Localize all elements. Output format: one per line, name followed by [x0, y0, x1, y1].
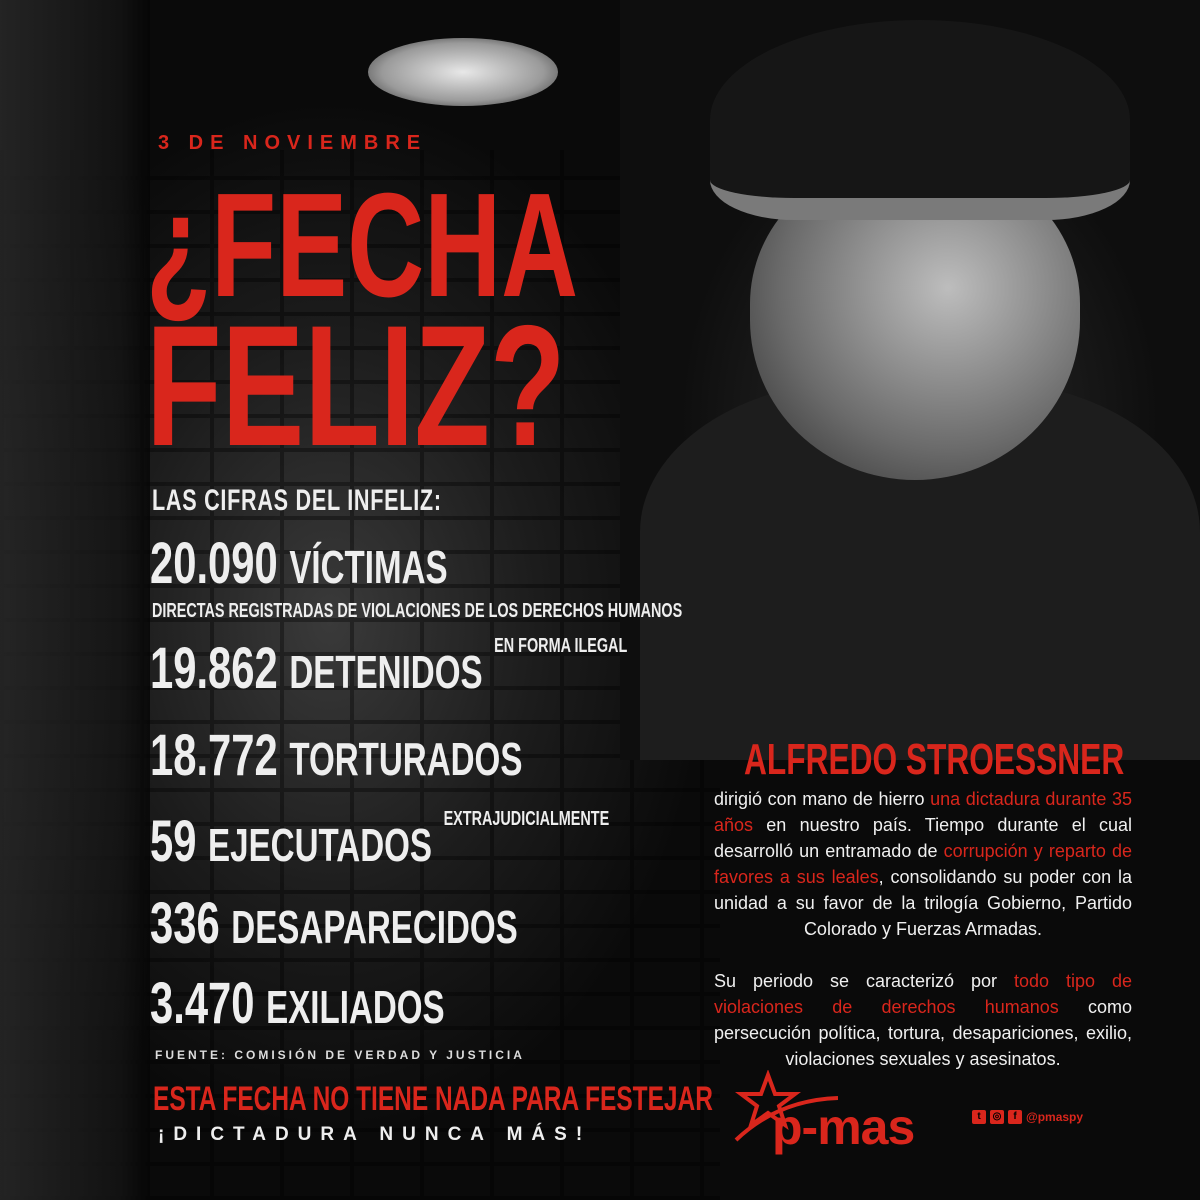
- subtitle: LAS CIFRAS DEL INFELIZ:: [152, 484, 442, 517]
- social-handle[interactable]: @pmaspy: [1026, 1110, 1084, 1124]
- biography-paragraph-2: Su periodo se caracterizó por todo tipo de violaciones de derechos humanos como persecución política, tortura, desapariciones, exilio, violaciones sexuales y asesinatos.: [714, 971, 1132, 1069]
- stat-ejecutados: 59 EJECUTADOS $^{EXTRAJUDICIALMENTE}$: [150, 808, 610, 874]
- stat-victimas: 20.090 VÍCTIMAS: [150, 531, 448, 596]
- party-logo: p-mas: [772, 1099, 915, 1155]
- title-line-1: ¿FECHA: [146, 163, 579, 328]
- stat-torturados: 18.772 TORTURADOS: [150, 723, 523, 788]
- social-links: [972, 1110, 1083, 1124]
- wall-shadow: [0, 0, 150, 1200]
- ceiling-light: [368, 38, 558, 106]
- stat-desaparecidos: 336 DESAPARECIDOS: [150, 891, 518, 956]
- facebook-icon[interactable]: f: [1008, 1110, 1022, 1124]
- source-note: FUENTE: COMISIÓN DE VERDAD Y JUSTICIA: [155, 1048, 525, 1062]
- portrait-cap: [710, 20, 1130, 220]
- twitter-icon[interactable]: t: [972, 1110, 986, 1124]
- stat-exiliados: 3.470 EXILIADOS: [150, 971, 445, 1036]
- instagram-icon[interactable]: ◎: [990, 1110, 1004, 1124]
- closing-slogan: ¡DICTADURA NUNCA MÁS!: [158, 1124, 592, 1145]
- person-name: ALFREDO STROESSNER: [744, 735, 1125, 784]
- slogan: ESTA FECHA NO TIENE NADA PARA FESTEJAR: [153, 1080, 713, 1118]
- stat-detenidos: 19.862 DETENIDOS $^{EN FORMA ILEGAL}$: [150, 635, 628, 701]
- title-line-2: FELIZ?: [146, 290, 566, 482]
- date-label: 3 DE NOVIEMBRE: [158, 132, 428, 154]
- stat-victimas-note: DIRECTAS REGISTRADAS DE VIOLACIONES DE LOS DERECHOS HUMANOS: [152, 600, 683, 622]
- biography-paragraph-1: dirigió con mano de hierro una dictadura durante 35 años en nuestro país. Tiempo durante el cual desarrolló un entramado de corrupción y reparto de favores a sus leales, consolidando su poder con la unidad a su favor de la trilogía Gobierno, Partido Colorado y Fuerzas Armadas.: [714, 789, 1133, 939]
